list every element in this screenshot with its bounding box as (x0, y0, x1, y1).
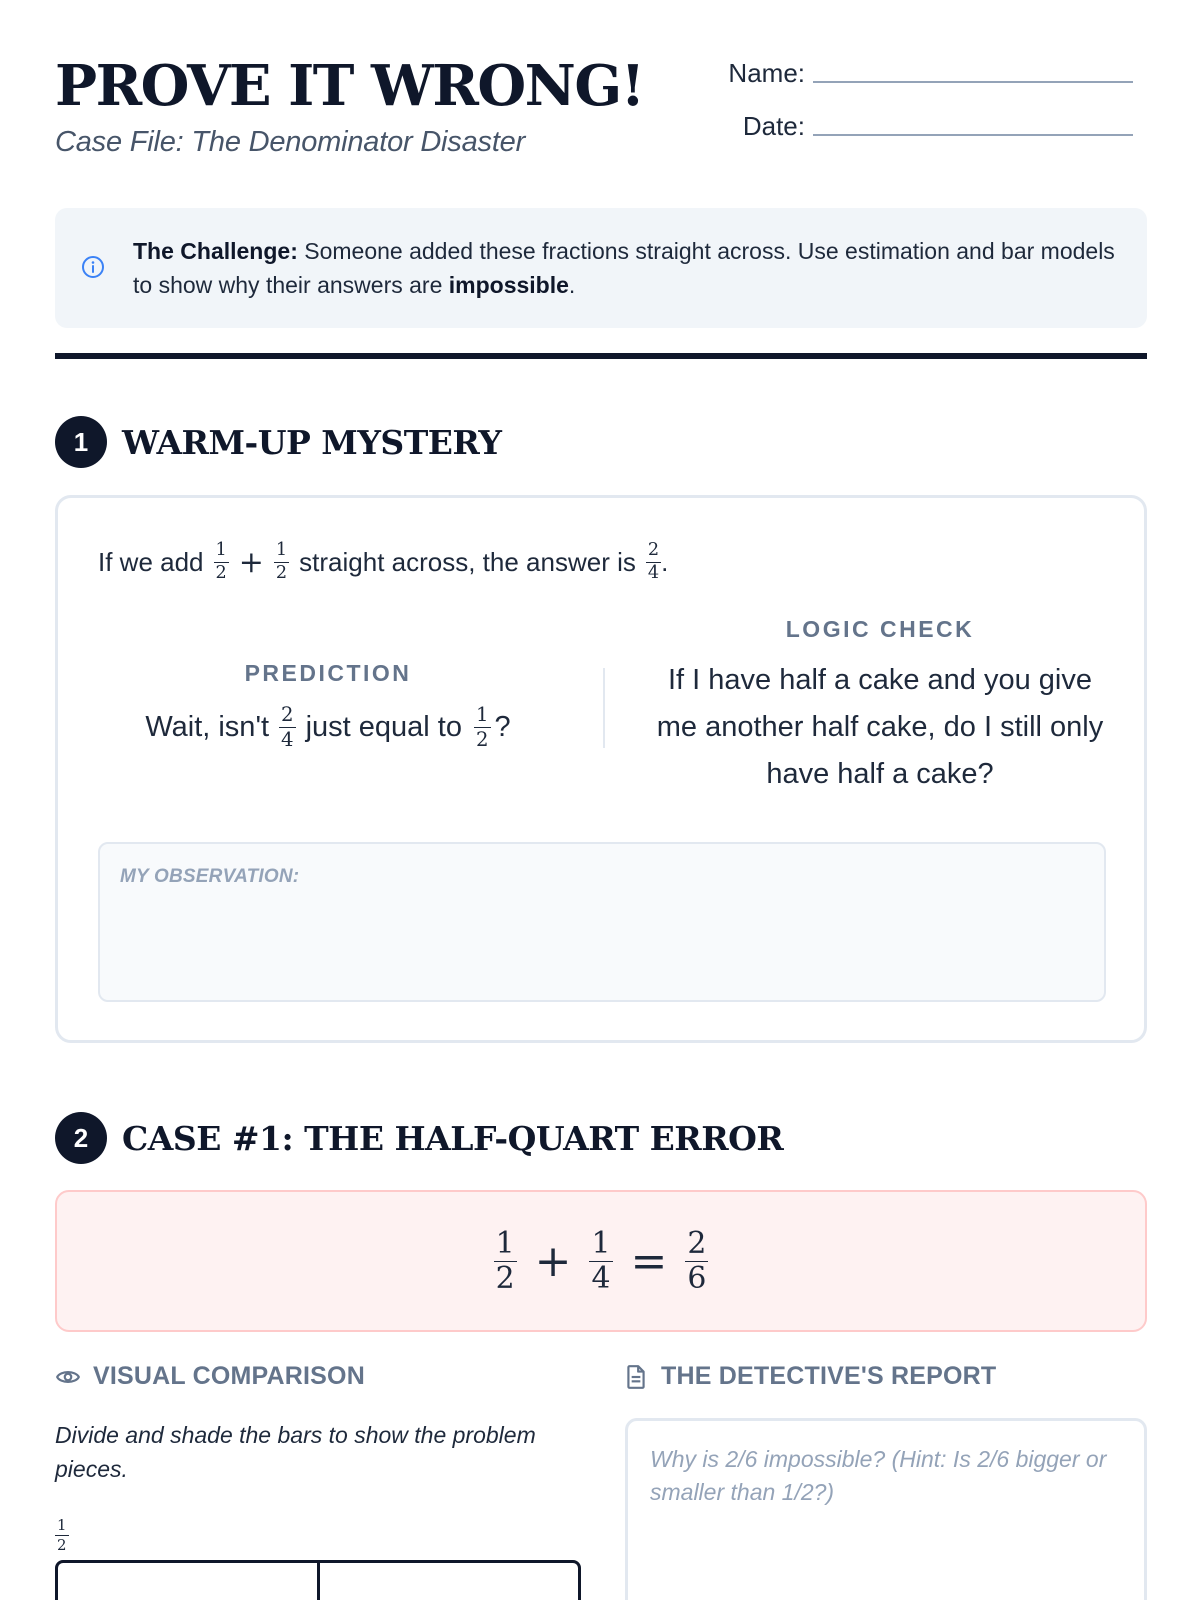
challenge-lead: The Challenge: (133, 238, 298, 264)
section-title-2: CASE #1: THE HALF-QUART ERROR (122, 1118, 784, 1158)
info-icon (81, 255, 105, 279)
name-field[interactable] (705, 58, 1133, 89)
section-number-2: 2 (55, 1112, 107, 1164)
denominator: 4 (281, 727, 294, 751)
fraction (274, 542, 289, 582)
denominator: 2 (275, 562, 288, 583)
error-equation-box (55, 1190, 1147, 1332)
name-line[interactable] (813, 81, 1133, 83)
fraction (474, 705, 491, 749)
numerator: 2 (687, 1225, 707, 1261)
page-subtitle: Case File: The Denominator Disaster (55, 126, 526, 158)
logic-check-column (650, 616, 1110, 798)
section-header-2 (55, 1112, 783, 1164)
numerator: 1 (57, 1516, 67, 1534)
denominator: 4 (591, 1260, 611, 1296)
numerator: 1 (591, 1225, 611, 1261)
section-number-1: 1 (55, 416, 107, 468)
prediction-mid: just equal to (305, 710, 462, 743)
date-field[interactable] (705, 111, 1133, 142)
intro-mid: straight across, the answer is (299, 546, 636, 577)
observation-label: MY OBSERVATION: (120, 866, 300, 887)
prediction-label: PREDICTION (244, 660, 412, 686)
challenge-text (133, 234, 1123, 302)
numerator: 1 (215, 540, 227, 560)
denominator: 6 (687, 1260, 707, 1296)
column-divider (603, 668, 605, 748)
document-icon (623, 1364, 649, 1390)
intro-end: . (661, 546, 669, 577)
bar-segment[interactable] (317, 1563, 579, 1600)
observation-box[interactable] (98, 842, 1106, 1002)
denominator: 2 (215, 562, 227, 583)
prediction-start: Wait, isn't (145, 710, 270, 743)
numerator: 1 (275, 540, 288, 560)
denominator: 2 (495, 1260, 515, 1296)
page-title: PROVE IT WRONG! (55, 53, 644, 119)
denominator: 2 (57, 1535, 67, 1554)
bar-model-label (55, 1518, 69, 1553)
intro-start: If we add (98, 546, 204, 577)
error-equation (490, 1225, 713, 1296)
denominator: 2 (475, 727, 489, 751)
numerator: 2 (647, 540, 660, 560)
equals-sign: = (630, 1235, 668, 1287)
numerator: 1 (495, 1225, 515, 1261)
detective-report-input[interactable] (625, 1418, 1147, 1600)
detective-report-heading (623, 1362, 996, 1391)
date-label: Date: (742, 111, 805, 141)
section-divider (55, 353, 1147, 359)
fraction (214, 542, 229, 582)
challenge-end: . (568, 272, 576, 298)
logic-check-label: LOGIC CHECK (785, 616, 975, 642)
warmup-intro (98, 542, 668, 582)
eye-icon (55, 1364, 81, 1390)
fraction (589, 1225, 612, 1296)
fraction (55, 1518, 69, 1553)
bar-segment[interactable] (58, 1563, 317, 1600)
numerator: 2 (281, 703, 294, 726)
warmup-card (55, 495, 1147, 1043)
challenge-box (55, 208, 1147, 328)
report-placeholder: Why is 2/6 impossible? (Hint: Is 2/6 bigger or smaller than 1/2?) (650, 1446, 1107, 1505)
detective-report-label: THE DETECTIVE'S REPORT (661, 1362, 997, 1390)
visual-comparison-label: VISUAL COMPARISON (93, 1362, 365, 1390)
plus-sign: + (534, 1235, 572, 1287)
denominator: 4 (647, 562, 660, 583)
challenge-emphasis: impossible (448, 272, 569, 298)
logic-check-question: If I have half a cake and you give me another half cake, do I still only have half a cake? (656, 664, 1104, 790)
section-header-1 (55, 416, 501, 468)
fraction (279, 705, 296, 749)
bar-model-halves[interactable] (55, 1560, 581, 1600)
fraction (685, 1225, 708, 1296)
prediction-question (98, 705, 558, 749)
plus-sign: + (238, 544, 264, 580)
section-title-1: WARM-UP MYSTERY (122, 422, 502, 462)
challenge-body: Someone added these fractions straight across. Use estimation and bar models to show why their answers are (133, 238, 1115, 298)
visual-instructions: Divide and shade the bars to show the problem pieces. (55, 1422, 536, 1482)
date-line[interactable] (813, 134, 1133, 136)
prediction-end: ? (494, 710, 511, 743)
numerator: 1 (475, 703, 489, 726)
prediction-column (98, 660, 558, 749)
fraction (494, 1225, 517, 1296)
visual-comparison-heading (55, 1362, 365, 1391)
fraction (646, 542, 661, 582)
name-label: Name: (728, 58, 805, 88)
